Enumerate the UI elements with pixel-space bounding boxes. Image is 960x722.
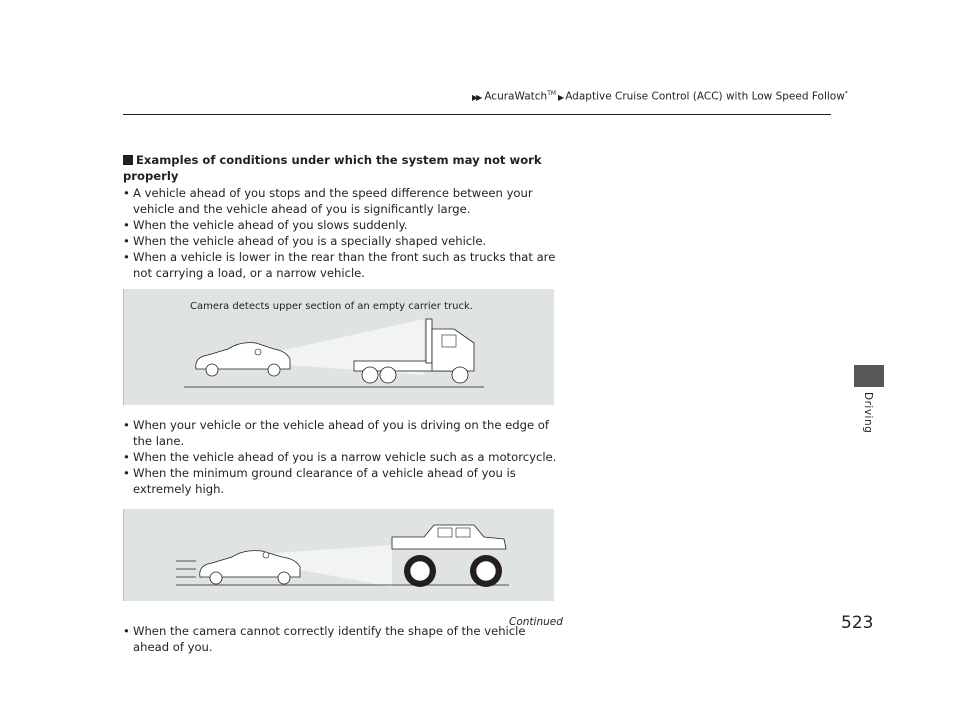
figure-empty-carrier-truck [123, 289, 554, 405]
figure-high-clearance-truck [123, 509, 554, 601]
breadcrumb [472, 90, 848, 103]
list-item: • When a vehicle is lower in the rear than the front such as trucks that are not carrying a load, or a narrow vehicle. [123, 250, 556, 280]
page-number: 523 [841, 613, 874, 633]
section-heading: Examples of conditions under which the system may not work properly [123, 153, 542, 183]
double-arrow-icon: ▶▶ [472, 92, 481, 102]
footnote-mark: * [844, 90, 848, 97]
bullet-list-c [123, 623, 563, 655]
bullet-list-a [123, 185, 563, 281]
header-rule [123, 114, 831, 115]
arrow-icon: ▶ [558, 92, 563, 102]
high-clearance-truck-illustration [124, 509, 554, 601]
list-item: • When the vehicle ahead of you slows suddenly. [123, 218, 408, 232]
trademark-mark: TM [547, 90, 557, 97]
chapter-tab-label: Driving [862, 392, 874, 434]
chapter-tab[interactable] [854, 365, 884, 387]
list-item: • When the camera cannot correctly identify the shape of the vehicle ahead of you. [123, 624, 526, 654]
list-item: • When your vehicle or the vehicle ahead of you is driving on the edge of the lane. [123, 418, 549, 448]
continued-label: Continued [509, 616, 563, 628]
list-item: • When the vehicle ahead of you is a specially shaped vehicle. [123, 234, 487, 248]
square-bullet-icon [123, 155, 133, 165]
breadcrumb-item-acc[interactable]: Adaptive Cruise Control (ACC) with Low Speed Follow [565, 90, 845, 103]
list-item: • When the vehicle ahead of you is a narrow vehicle such as a motorcycle. [123, 450, 557, 464]
bullet-list-b [123, 417, 563, 497]
figure-caption: Camera detects upper section of an empty carrier truck. [190, 301, 473, 312]
list-item: • A vehicle ahead of you stops and the speed difference between your vehicle and the vehicle ahead of you is significantly large. [123, 186, 533, 216]
main-content [123, 152, 563, 655]
breadcrumb-item-acurawatch[interactable]: AcuraWatch [484, 90, 548, 103]
list-item: • When the minimum ground clearance of a vehicle ahead of you is extremely high. [123, 466, 516, 496]
